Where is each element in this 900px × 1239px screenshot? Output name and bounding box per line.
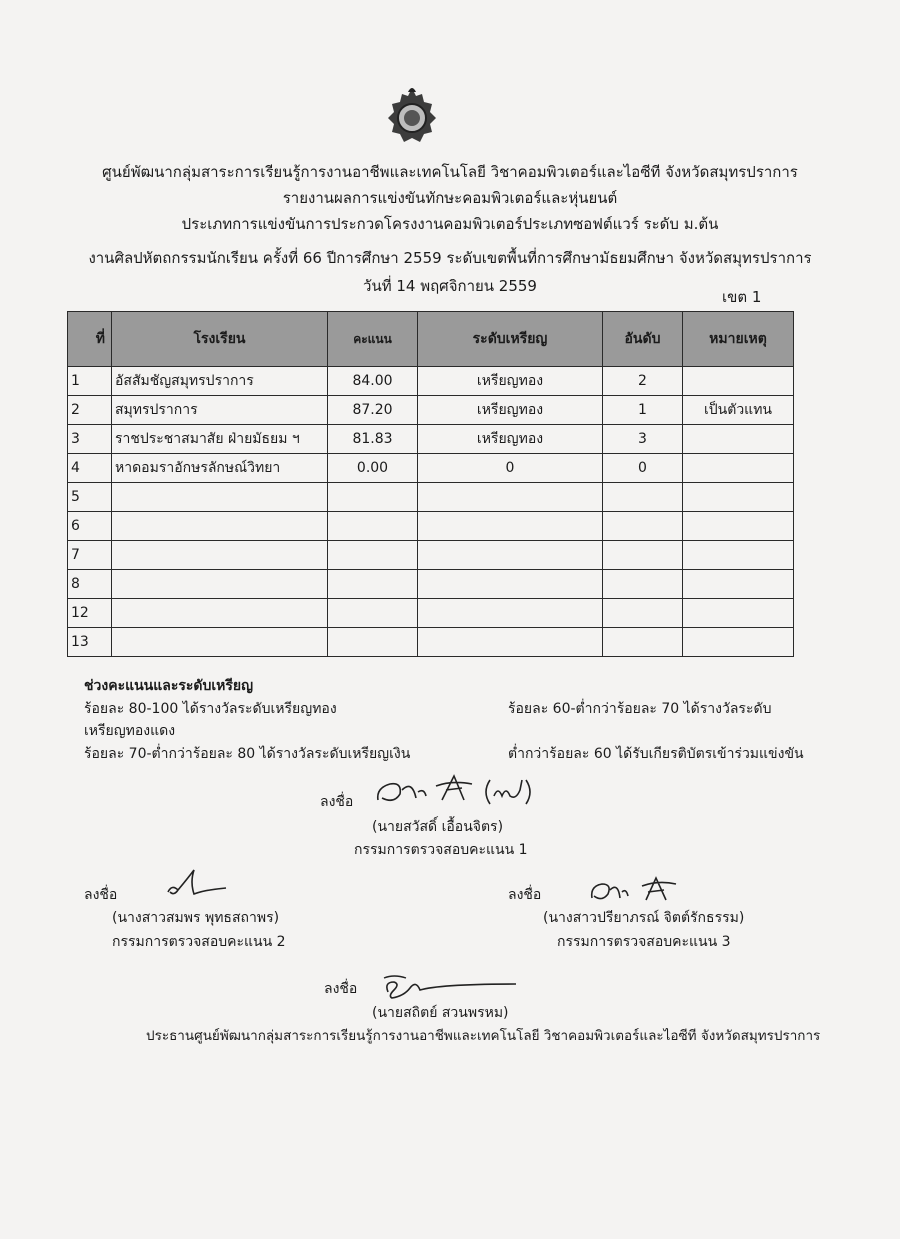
- judge3-name: (นางสาวปรียาภรณ์ จิตต์รักธรรม): [543, 910, 745, 926]
- row-school: [112, 570, 328, 599]
- row-school: [112, 512, 328, 541]
- row-school: สมุทรปราการ: [112, 396, 328, 425]
- criteria-bronze-continued: เหรียญทองแดง: [84, 723, 176, 739]
- judge1-name: (นายสวัสดิ์ เอื้อนจิตร): [372, 819, 504, 835]
- row-medal: [418, 541, 603, 570]
- row-medal: เหรียญทอง: [418, 396, 603, 425]
- row-no: 13: [68, 628, 112, 657]
- criteria-bronze: ร้อยละ 60-ต่ำกว่าร้อยละ 70 ได้รางวัลระดับ: [508, 701, 772, 717]
- criteria-gold: ร้อยละ 80-100 ได้รางวัลระดับเหรียญทอง: [84, 701, 337, 717]
- column-header-school: โรงเรียน: [112, 312, 328, 367]
- judge3-title: กรรมการตรวจสอบคะแนน 3: [557, 934, 731, 950]
- header-line-4: งานศิลปหัตถกรรมนักเรียน ครั้งที่ 66 ปีการศึกษา 2559 ระดับเขตพื้นที่การศึกษามัธยมศึกษา จังหวัดสมุทรปราการ: [88, 249, 812, 267]
- row-note: เป็นตัวแทน: [683, 396, 794, 425]
- table-row: [68, 599, 794, 628]
- row-score: 81.83: [328, 425, 418, 454]
- row-school: [112, 599, 328, 628]
- header-date: วันที่ 14 พฤศจิกายน 2559: [363, 277, 537, 295]
- judge1-sign-label: ลงชื่อ: [320, 794, 354, 810]
- row-rank: 1: [603, 396, 683, 425]
- row-no: 7: [68, 541, 112, 570]
- row-no: 12: [68, 599, 112, 628]
- criteria-title: ช่วงคะแนนและระดับเหรียญ: [84, 678, 254, 694]
- column-header-no: ที่: [68, 312, 112, 367]
- table-row: [68, 628, 794, 657]
- criteria-participation: ต่ำกว่าร้อยละ 60 ได้รับเกียรติบัตรเข้าร่วมแข่งขัน: [508, 746, 804, 762]
- row-note: [683, 599, 794, 628]
- row-score: [328, 483, 418, 512]
- row-note: [683, 628, 794, 657]
- chair-signature: [380, 970, 520, 1000]
- column-header-rank: อันดับ: [603, 312, 683, 367]
- row-medal: [418, 599, 603, 628]
- row-school: หาดอมราอักษรลักษณ์วิทยา: [112, 454, 328, 483]
- row-rank: [603, 512, 683, 541]
- row-note: [683, 570, 794, 599]
- row-no: 2: [68, 396, 112, 425]
- row-medal: [418, 483, 603, 512]
- column-header-score: คะแนน: [328, 312, 418, 367]
- row-medal: 0: [418, 454, 603, 483]
- table-row: [68, 483, 794, 512]
- table-row: [68, 570, 794, 599]
- row-note: [683, 483, 794, 512]
- row-medal: เหรียญทอง: [418, 367, 603, 396]
- row-note: [683, 367, 794, 396]
- header-line-1: ศูนย์พัฒนากลุ่มสาระการเรียนรู้การงานอาชีพและเทคโนโลยี วิชาคอมพิวเตอร์และไอซีที จังหวัดสมุทรปราการ: [102, 163, 798, 181]
- row-school: ราชประชาสมาสัย ฝ่ายมัธยม ฯ: [112, 425, 328, 454]
- row-note: [683, 541, 794, 570]
- row-no: 5: [68, 483, 112, 512]
- results-table: [67, 311, 794, 657]
- row-medal: [418, 570, 603, 599]
- row-rank: [603, 541, 683, 570]
- row-score: [328, 599, 418, 628]
- row-rank: [603, 628, 683, 657]
- chair-sign-label: ลงชื่อ: [324, 981, 358, 997]
- chair-title: ประธานศูนย์พัฒนากลุ่มสาระการเรียนรู้การงานอาชีพและเทคโนโลยี วิชาคอมพิวเตอร์และไอซีที จังหวัดสมุทรปราการ: [146, 1028, 821, 1044]
- judge3-signature: [586, 874, 686, 904]
- row-school: [112, 483, 328, 512]
- row-score: 0.00: [328, 454, 418, 483]
- row-score: [328, 541, 418, 570]
- row-note: [683, 425, 794, 454]
- row-rank: 3: [603, 425, 683, 454]
- criteria-silver: ร้อยละ 70-ต่ำกว่าร้อยละ 80 ได้รางวัลระดับเหรียญเงิน: [84, 746, 411, 762]
- row-note: [683, 512, 794, 541]
- row-school: อัสสัมชัญสมุทรปราการ: [112, 367, 328, 396]
- judge3-sign-label: ลงชื่อ: [508, 887, 542, 903]
- row-score: 87.20: [328, 396, 418, 425]
- row-rank: 2: [603, 367, 683, 396]
- judge2-title: กรรมการตรวจสอบคะแนน 2: [112, 934, 286, 950]
- emblem-logo: [386, 86, 438, 144]
- table-row: [68, 425, 794, 454]
- row-score: [328, 512, 418, 541]
- column-header-note: หมายเหตุ: [683, 312, 794, 367]
- header-line-3: ประเภทการแข่งขันการประกวดโครงงานคอมพิวเตอร์ประเภทซอฟต์แวร์ ระดับ ม.ต้น: [181, 215, 719, 233]
- judge2-sign-label: ลงชื่อ: [84, 887, 118, 903]
- row-medal: เหรียญทอง: [418, 425, 603, 454]
- judge2-name: (นางสาวสมพร พุทธสถาพร): [112, 910, 280, 926]
- row-rank: [603, 599, 683, 628]
- table-row: [68, 367, 794, 396]
- row-medal: [418, 628, 603, 657]
- row-rank: [603, 483, 683, 512]
- row-no: 3: [68, 425, 112, 454]
- row-rank: [603, 570, 683, 599]
- row-rank: 0: [603, 454, 683, 483]
- table-row: [68, 512, 794, 541]
- table-row: [68, 396, 794, 425]
- row-no: 6: [68, 512, 112, 541]
- table-row: [68, 454, 794, 483]
- column-header-medal: ระดับเหรียญ: [418, 312, 603, 367]
- row-medal: [418, 512, 603, 541]
- judge2-signature: [164, 866, 230, 900]
- row-school: [112, 628, 328, 657]
- zone-label: เขต 1: [722, 288, 762, 306]
- table-row: [68, 541, 794, 570]
- header-line-2: รายงานผลการแข่งขันทักษะคอมพิวเตอร์และหุ่นยนต์: [282, 189, 618, 207]
- row-no: 1: [68, 367, 112, 396]
- table-header-row: [68, 312, 794, 367]
- row-no: 8: [68, 570, 112, 599]
- chair-name: (นายสถิตย์ สวนพรหม): [372, 1005, 509, 1021]
- row-score: [328, 570, 418, 599]
- judge1-signature: [372, 770, 547, 810]
- row-school: [112, 541, 328, 570]
- judge1-title: กรรมการตรวจสอบคะแนน 1: [354, 842, 528, 858]
- row-score: [328, 628, 418, 657]
- row-score: 84.00: [328, 367, 418, 396]
- row-note: [683, 454, 794, 483]
- row-no: 4: [68, 454, 112, 483]
